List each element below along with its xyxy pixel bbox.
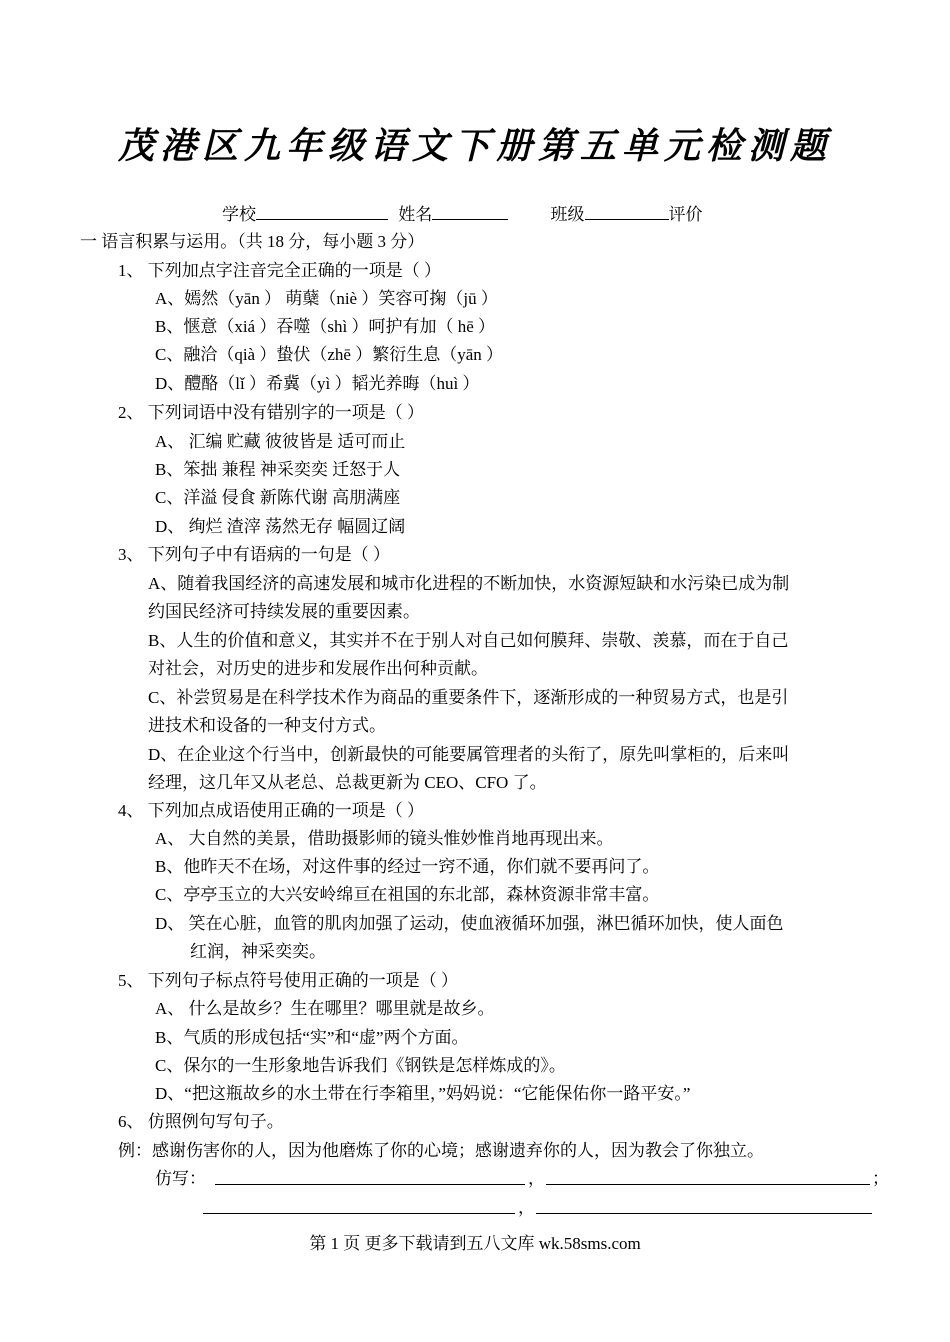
- page-footer: 第 1 页 更多下载请到五八文库 wk.58sms.com: [309, 1234, 641, 1253]
- semicolon: ；: [872, 1169, 889, 1188]
- q2-option-c: C、洋溢 侵食 新陈代谢 高朋满座: [155, 488, 401, 507]
- q5-option-c: C、保尔的一生形象地告诉我们《钢铁是怎样炼成的》。: [155, 1056, 566, 1075]
- page-title: 茂港区九年级语文下册第五单元检测题: [117, 125, 832, 167]
- imitate-blank-3[interactable]: [203, 1212, 515, 1214]
- q2-option-a: A、 汇编 贮藏 彼彼皆是 适可而止: [155, 432, 406, 451]
- class-blank[interactable]: [585, 203, 669, 220]
- imitate-blank-2[interactable]: [546, 1183, 870, 1185]
- school-blank[interactable]: [256, 203, 388, 220]
- comma-1: ，: [528, 1169, 545, 1188]
- q2-stem: 2、 下列词语中没有错别字的一项是（ ）: [118, 403, 424, 422]
- q1-option-d: D、醴酪（lǐ ）希冀（yì ）韬光养晦（huì ）: [155, 374, 480, 393]
- q4-option-a: A、 大自然的美景，借助摄影师的镜头惟妙惟肖地再现出来。: [155, 829, 614, 848]
- q4-option-b: B、他昨天不在场，对这件事的经过一窍不通，你们就不要再问了。: [155, 857, 660, 876]
- comma-2: ，: [518, 1198, 535, 1217]
- imitate-blank-4[interactable]: [536, 1212, 872, 1214]
- q4-option-d-line1: D、 笑在心脏，血管的肌肉加强了运动，使血液循环加强，淋巴循环加快，使人面色: [155, 914, 784, 933]
- class-label: 班级: [550, 205, 585, 224]
- q6-example: 例：感谢伤害你的人，因为他磨炼了你的心境；感谢遗弃你的人，因为教会了你独立。: [118, 1141, 764, 1160]
- q6-imitate-label: 仿写：: [155, 1169, 206, 1188]
- school-label: 学校: [222, 205, 256, 224]
- q1-option-c: C、融洽（qià ）蛰伏（zhē ）繁衍生息（yān ）: [155, 345, 503, 364]
- q3-option-d-line2: 经理，这几年又从老总、总裁更新为 CEO、CFO 了。: [148, 773, 547, 792]
- q3-stem: 3、 下列句子中有语病的一句是（ ）: [118, 545, 390, 564]
- q2-option-b: B、笨拙 兼程 神采奕奕 迁怒于人: [155, 460, 401, 479]
- q6-stem: 6、 仿照例句写句子。: [118, 1112, 284, 1131]
- q5-option-b: B、气质的形成包括“实”和“虚”两个方面。: [155, 1028, 469, 1047]
- q1-option-b: B、惬意（xiá ）吞噬（shì ）呵护有加（ hē ）: [155, 317, 495, 336]
- q3-option-c-line2: 进技术和设备的一种支付方式。: [148, 716, 386, 735]
- q3-option-a-line1: A、随着我国经济的高速发展和城市化进程的不断加快，水资源短缺和水污染已成为制: [148, 574, 790, 593]
- name-label: 姓名: [398, 205, 433, 224]
- q3-option-d-line1: D、在企业这个行当中，创新最快的可能要属管理者的头衔了，原先叫掌柜的，后来叫: [148, 745, 790, 764]
- q4-stem: 4、 下列加点成语使用正确的一项是（ ）: [118, 801, 424, 820]
- q5-option-a: A、 什么是故乡？生在哪里？哪里就是故乡。: [155, 999, 495, 1018]
- score-label: 评价: [668, 205, 703, 224]
- q3-option-b-line2: 对社会，对历史的进步和发展作出何种贡献。: [148, 659, 488, 678]
- imitate-blank-1[interactable]: [215, 1183, 525, 1185]
- q4-option-c: C、亭亭玉立的大兴安岭绵亘在祖国的东北部，森林资源非常丰富。: [155, 885, 660, 904]
- name-blank[interactable]: [432, 203, 508, 220]
- student-info-line: [222, 203, 703, 226]
- q2-option-d: D、 绚烂 渣滓 荡然无存 幅圆辽阔: [155, 517, 406, 536]
- q1-stem: 1、 下列加点字注音完全正确的一项是（ ）: [118, 261, 441, 280]
- q3-option-b-line1: B、人生的价值和意义，其实并不在于别人对自己如何膜拜、崇敬、羡慕，而在于自己: [148, 631, 789, 650]
- q5-option-d: D、“把这瓶故乡的水土带在行李箱里，”妈妈说：“它能保佑你一路平安。”: [155, 1084, 691, 1103]
- q4-option-d-line2: 红润，神采奕奕。: [190, 942, 326, 961]
- q5-stem: 5、 下列句子标点符号使用正确的一项是（ ）: [118, 971, 458, 990]
- q1-option-a: A、嫣然（yān ） 萌蘖（niè ）笑容可掬（jū ）: [155, 289, 498, 308]
- section-heading: 一 语言积累与运用。（共 18 分，每小题 3 分）: [80, 232, 425, 251]
- q3-option-c-line1: C、补尝贸易是在科学技术作为商品的重要条件下，逐渐形成的一种贸易方式，也是引: [148, 688, 789, 707]
- q3-option-a-line2: 约国民经济可持续发展的重要因素。: [148, 602, 420, 621]
